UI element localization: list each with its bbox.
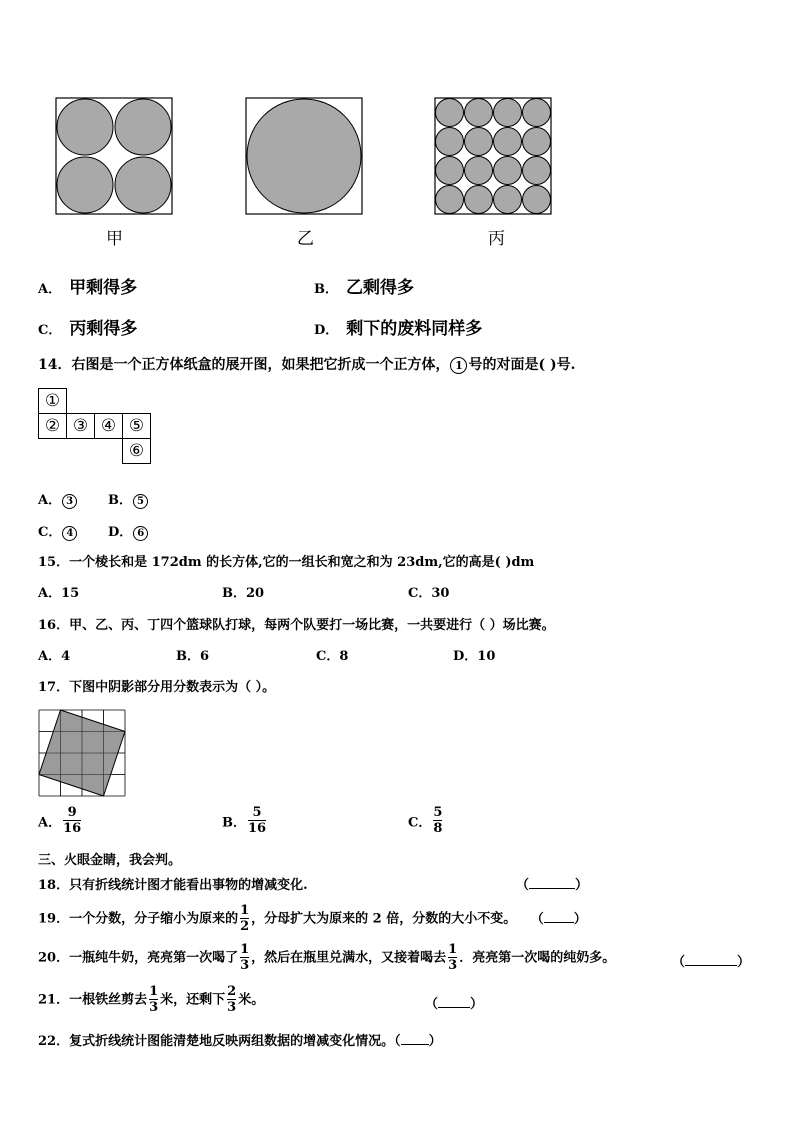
q17-option-c[interactable]: C． $\frac{5}{8}$ bbox=[408, 805, 443, 836]
net-face-6: ⑥ bbox=[123, 439, 151, 464]
q15-stem: 15．一个棱长和是 172dm 的长方体,它的一组长和宽之和为 23dm,它的高是( )dm bbox=[38, 555, 535, 570]
q15-option-c[interactable]: C．30 bbox=[408, 586, 450, 601]
q16-stem: 16．甲、乙、丙、丁四个篮球队打球，每两个队要打一场比赛，一共要进行（ ）场比赛。 bbox=[38, 618, 555, 633]
q14-option-a[interactable]: A． 3 bbox=[38, 489, 78, 509]
q13-option-b[interactable]: B． 乙剩得多 bbox=[314, 278, 414, 298]
cube-net bbox=[38, 388, 151, 464]
net-face-2: ② bbox=[39, 414, 67, 439]
q20-text: 20．一瓶纯牛奶，亮亮第一次喝了 $\frac{1}{3}$ ，然后在瓶里兑满水，又接着喝去 $\frac{1}{3}$ ．亮亮第一次喝的纯奶多。 bbox=[38, 942, 616, 973]
net-face-5: ⑤ bbox=[123, 414, 151, 439]
q22-answer-blank[interactable]: （ ） bbox=[394, 1034, 442, 1049]
q20-answer-blank[interactable]: （ ） bbox=[672, 955, 751, 970]
q19-answer-blank[interactable]: （ ） bbox=[530, 911, 587, 927]
q15-option-a[interactable]: A．15 bbox=[38, 586, 80, 601]
q16-option-b[interactable]: B．6 bbox=[176, 649, 210, 664]
q14-option-d[interactable]: D． 6 bbox=[108, 521, 149, 541]
q16-option-c[interactable]: C．8 bbox=[316, 649, 349, 664]
q19-text: 19．一个分数，分子缩小为原来的 $\frac{1}{2}$ ，分母扩大为原来的 2 倍，分数的大小不变。 （ ） bbox=[38, 903, 587, 934]
q17-option-b[interactable]: B． $\frac{5}{16}$ bbox=[222, 805, 267, 836]
q17-stem: 17．下图中阴影部分用分数表示为（ ）。 bbox=[38, 680, 276, 695]
net-face-3: ③ bbox=[67, 414, 95, 439]
q18-answer-blank[interactable]: （ ） bbox=[516, 878, 589, 893]
q18-text: 18．只有折线统计图才能看出事物的增减变化. bbox=[38, 878, 308, 893]
q21-text: 21．一根铁丝剪去 $\frac{1}{3}$ 米，还剩下 $\frac{2}{3}$ 米。 bbox=[38, 984, 265, 1015]
caption-jia: 甲 bbox=[106, 229, 123, 249]
q16-option-a[interactable]: A．4 bbox=[38, 649, 71, 664]
q13-option-a[interactable]: A． 甲剩得多 bbox=[38, 278, 138, 298]
section-3-heading: 三、火眼金睛，我会判。 bbox=[38, 853, 182, 868]
net-face-1: ① bbox=[39, 389, 67, 414]
q21-answer-blank[interactable]: （ ） bbox=[425, 997, 484, 1012]
q14-option-c[interactable]: C． 4 bbox=[38, 521, 78, 541]
figure-yi bbox=[245, 97, 365, 217]
q17-option-a[interactable]: A． $\frac{9}{16}$ bbox=[38, 805, 82, 836]
q16-option-d[interactable]: D．10 bbox=[453, 649, 496, 664]
caption-bing: 丙 bbox=[488, 229, 505, 249]
q15-option-b[interactable]: B．20 bbox=[222, 586, 265, 601]
q22-text: 22．复式折线统计图能清楚地反映两组数据的增减变化情况。（ ） bbox=[38, 1034, 442, 1049]
q14-stem: 14．右图是一个正方体纸盒的展开图，如果把它折成一个正方体， 1 号的对面是( )号. bbox=[38, 357, 576, 373]
net-face-4: ④ bbox=[95, 414, 123, 439]
q13-option-c[interactable]: C． 丙剩得多 bbox=[38, 319, 138, 339]
caption-yi: 乙 bbox=[297, 229, 314, 249]
q13-option-d[interactable]: D． 剩下的废料同样多 bbox=[314, 319, 483, 339]
q14-option-b[interactable]: B． 5 bbox=[108, 489, 149, 509]
shaded-square-figure bbox=[38, 709, 128, 797]
figure-bing bbox=[434, 97, 554, 217]
figure-jia bbox=[55, 97, 175, 217]
